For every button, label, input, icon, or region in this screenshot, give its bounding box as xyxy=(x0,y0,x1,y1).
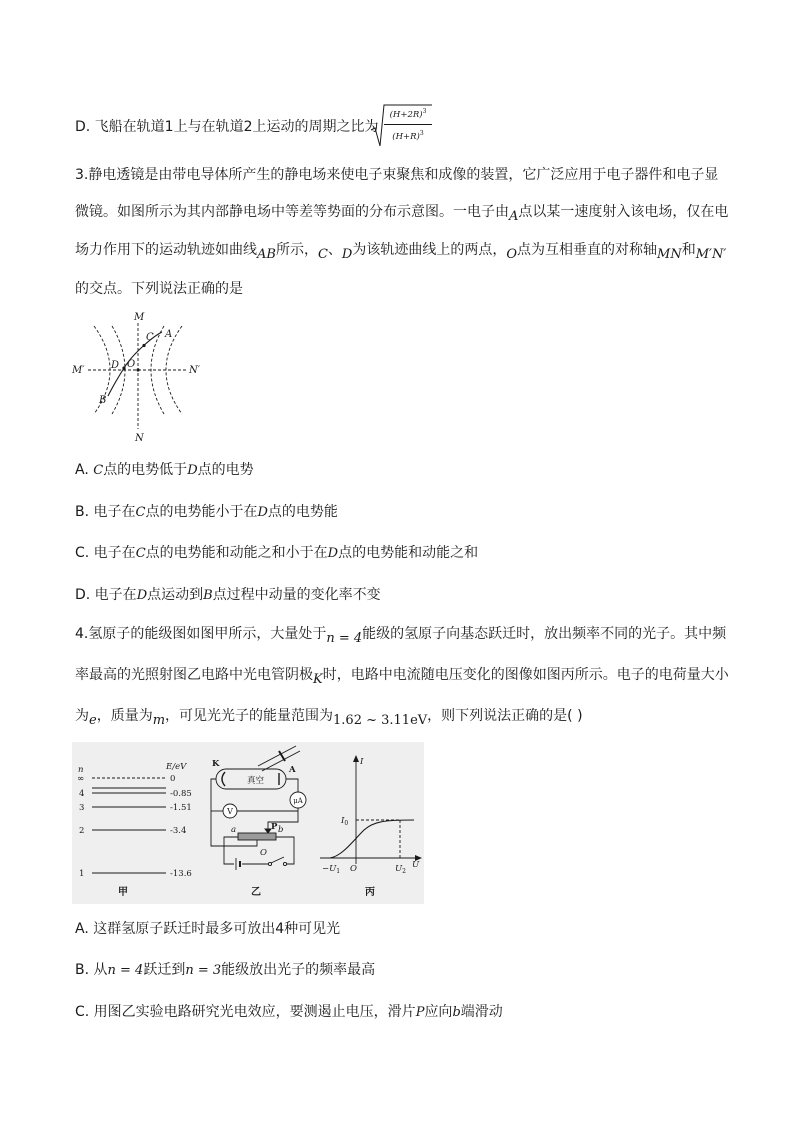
q4-stem-text: ，可见光光子的能量范围为 xyxy=(165,708,334,724)
option-text: C. 电子在 xyxy=(75,545,136,561)
math-symbol: D xyxy=(327,546,339,561)
label-u-axis: U xyxy=(412,860,420,870)
math-symbol: D xyxy=(257,505,268,520)
label-d: D xyxy=(111,360,120,371)
math-symbol: B xyxy=(203,588,213,603)
math-symbol: n = 3 xyxy=(185,963,222,978)
label-i0-main: I xyxy=(341,816,345,826)
q4-option-c[interactable] xyxy=(75,1002,503,1023)
q4-stem-text: 为 xyxy=(75,708,89,724)
math-symbol: M′N′ xyxy=(695,247,727,262)
q3-stem-text: 的交点。下列说法正确的是 xyxy=(75,281,243,297)
math-symbol: P xyxy=(415,1005,425,1020)
option-text: 点的电势低于 xyxy=(103,462,188,478)
math-symbol: n = 4 xyxy=(326,631,363,646)
q3-stem-text: 点以某一速度射入该电场，仅在电 xyxy=(518,204,729,220)
point-c xyxy=(142,344,145,347)
q3-option-d[interactable] xyxy=(75,585,381,606)
q4-stem-text: ，质量为 xyxy=(96,708,153,724)
level-4-n: 4 xyxy=(79,789,85,799)
math-symbol: D xyxy=(136,588,148,603)
level-2-n: 2 xyxy=(79,826,85,836)
denominator-exponent: 3 xyxy=(419,130,424,137)
option-text: 点过程中动量的变化率不变 xyxy=(212,587,381,603)
level-energy-header: E/eV xyxy=(166,762,187,772)
fraction-numerator xyxy=(384,106,432,121)
q4-stem-line-2 xyxy=(75,665,729,686)
option-text: 点的电势 xyxy=(197,462,254,478)
electrostatic-lens-figure xyxy=(70,310,210,446)
label-c: C xyxy=(146,332,154,343)
option-text: A. xyxy=(75,462,94,478)
option-text: C. 用图乙实验电路研究光电效应，要测遏止电压，滑片 xyxy=(75,1004,416,1020)
option-text: 点的电势能和动能之和小于在 xyxy=(145,545,328,561)
math-symbol: b xyxy=(452,1005,461,1020)
q3-option-b[interactable] xyxy=(75,502,338,523)
option-text: 跃迁到 xyxy=(143,962,186,978)
math-symbol: C xyxy=(93,463,104,478)
option-text: A. 这群氢原子跃迁时最多可放出4种可见光 xyxy=(75,921,341,937)
numerator-exponent: 3 xyxy=(422,108,427,115)
q3-option-c[interactable] xyxy=(75,543,478,564)
label-u2-sub: 2 xyxy=(402,868,406,875)
label-m: M xyxy=(134,312,145,323)
math-symbol: C xyxy=(135,505,146,520)
q3-option-a[interactable] xyxy=(75,460,254,481)
level-2-energy: -3.4 xyxy=(170,826,187,836)
math-symbol: O xyxy=(506,247,518,262)
q4-stem-text: 时，电路中电流随电压变化的图像如图丙所示。电子的电荷量大小 xyxy=(322,667,729,683)
label-voltmeter: V xyxy=(227,807,233,816)
level-infinity-n: ∞ xyxy=(77,774,85,784)
q3-stem-text: 为该轨迹曲线上的两点， xyxy=(352,242,507,258)
math-symbol: C xyxy=(317,247,328,262)
option-text: B. 电子在 xyxy=(75,504,136,520)
math-symbol: MN xyxy=(657,247,682,262)
label-u2-main: U xyxy=(395,864,403,874)
level-infinity-energy: 0 xyxy=(170,774,176,784)
label-origin: O xyxy=(350,864,357,874)
q3-stem-text: 点为互相垂直的对称轴 xyxy=(517,242,658,258)
label-n: N xyxy=(135,433,144,444)
point-d xyxy=(122,366,125,369)
q2-option-d[interactable] xyxy=(75,117,379,137)
option-text: 点运动到 xyxy=(147,587,204,603)
label-i-axis: I xyxy=(360,757,364,767)
energy-range: 1.62 ~ 3.11eV xyxy=(333,713,428,728)
level-n-header: n xyxy=(78,765,84,775)
level-4-energy: -0.85 xyxy=(170,789,192,799)
q4-stem-line-1 xyxy=(75,624,726,645)
label-k: K xyxy=(212,759,220,769)
math-symbol: n = 4 xyxy=(107,963,144,978)
label-microammeter: μA xyxy=(293,797,303,805)
label-o-point: O xyxy=(260,848,267,858)
label-b: B xyxy=(99,395,107,406)
label-neg-u1-main: −U xyxy=(322,864,337,874)
q3-stem-line-1 xyxy=(75,165,718,185)
q3-stem-line-4 xyxy=(75,279,243,299)
math-symbol: K xyxy=(313,672,323,687)
hydrogen-photoelectric-figure xyxy=(72,742,424,904)
q4-stem-text: 能级的氢原子向基态跃迁时，放出频率不同的光子。其中频 xyxy=(362,626,727,642)
math-symbol: AB xyxy=(257,247,276,262)
level-3-n: 3 xyxy=(79,803,85,813)
q4-stem-text: ，则下列说法正确的是( ) xyxy=(427,708,583,724)
option-text: D. 电子在 xyxy=(75,587,137,603)
option-text: 端滑动 xyxy=(460,1004,503,1020)
math-symbol: e xyxy=(89,713,97,728)
q3-stem-text: 所示， xyxy=(275,242,318,258)
q3-stem-text: 和 xyxy=(681,242,696,258)
label-n-prime: N′ xyxy=(189,365,201,376)
label-b-end: b xyxy=(278,825,284,835)
denominator-text: (H+R) xyxy=(392,132,420,142)
panel-jia-caption: 甲 xyxy=(118,887,128,898)
period-ratio-fraction xyxy=(384,106,432,143)
q2-option-d-text: D. 飞船在轨道1上与在轨道2上运动的周期之比为 xyxy=(75,119,379,135)
label-a-end: a xyxy=(231,825,237,835)
rheostat xyxy=(238,833,276,840)
level-1-energy: -13.6 xyxy=(170,869,192,879)
fraction-bar xyxy=(384,124,432,125)
figure-background xyxy=(72,742,424,904)
label-anode-a: A xyxy=(289,765,296,775)
q4-stem-text: 4.氢原子的能级图如图甲所示，大量处于 xyxy=(75,626,327,642)
option-text: 点的电势能小于在 xyxy=(145,504,258,520)
label-o: O xyxy=(127,359,136,370)
option-text: 点的电势能和动能之和 xyxy=(338,545,479,561)
label-vacuum: 真空 xyxy=(247,776,265,786)
level-3-energy: -1.51 xyxy=(170,803,192,813)
option-text: 应向 xyxy=(424,1004,453,1020)
math-symbol: A xyxy=(509,209,519,224)
level-1-n: 1 xyxy=(79,869,85,879)
label-p: P xyxy=(271,822,278,832)
math-symbol: D xyxy=(187,463,198,478)
q4-stem-text: 率最高的光照射图乙电路中光电管阴极 xyxy=(75,667,313,683)
label-m-prime: M′ xyxy=(72,365,85,376)
label-neg-u1-sub: 1 xyxy=(336,868,341,875)
q3-stem-text: 场力作用下的运动轨迹如曲线 xyxy=(75,242,257,258)
q3-stem-line-2 xyxy=(75,202,728,223)
label-i0-sub: 0 xyxy=(344,820,349,827)
option-text: 点的电势能 xyxy=(267,504,338,520)
panel-yi-caption: 乙 xyxy=(251,887,261,898)
math-symbol: C xyxy=(135,546,146,561)
fraction-denominator xyxy=(384,128,432,143)
label-a: A xyxy=(165,329,173,340)
q3-stem-text: 微镜。如图所示为其内部静电场中等差等势面的分布示意图。一电子由 xyxy=(75,204,509,220)
q4-stem-line-3 xyxy=(75,706,583,727)
math-symbol: D xyxy=(341,247,353,262)
math-symbol: m xyxy=(152,713,166,728)
point-o xyxy=(136,368,139,371)
numerator-text: (H+2R) xyxy=(389,110,423,120)
panel-bing-caption: 丙 xyxy=(365,887,375,898)
q4-option-b[interactable] xyxy=(75,960,375,981)
q4-option-a[interactable] xyxy=(75,919,340,939)
q3-stem-text: 、 xyxy=(327,242,342,258)
option-text: B. 从 xyxy=(75,962,108,978)
q3-stem-text: 3.静电透镜是由带电导体所产生的静电场来使电子束聚焦和成像的装置，它广泛应用于电子器件和电子显 xyxy=(75,167,719,183)
option-text: 能级放出光子的频率最高 xyxy=(221,962,376,978)
q3-stem-line-3 xyxy=(75,240,726,261)
